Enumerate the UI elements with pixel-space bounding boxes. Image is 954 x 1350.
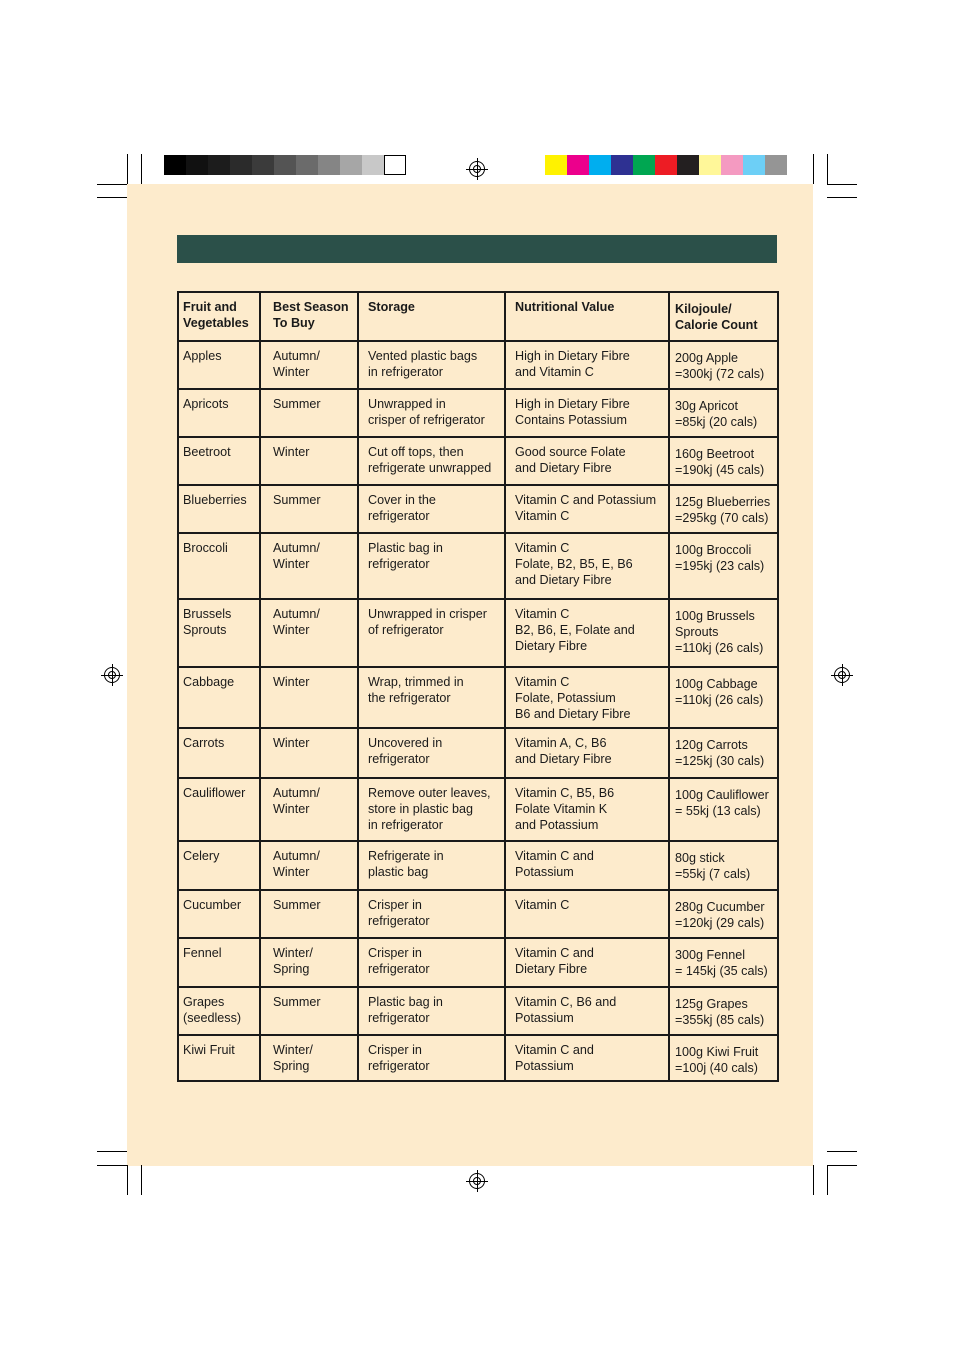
color-swatch	[545, 155, 567, 175]
cell-storage: Crisper in refrigerator	[358, 890, 505, 938]
table-header-row	[178, 292, 778, 341]
color-swatch	[567, 155, 589, 175]
column-header-season: Best Season To Buy	[260, 292, 358, 341]
cell-season: Summer	[260, 389, 358, 437]
grayscale-swatch	[340, 155, 362, 175]
table-row	[178, 728, 778, 778]
table-row	[178, 1035, 778, 1081]
cell-storage: Crisper in refrigerator	[358, 1035, 505, 1081]
color-swatch	[721, 155, 743, 175]
produce-table	[177, 291, 779, 1082]
cell-kilojoules: 100g Broccoli =195kj (23 cals)	[669, 533, 778, 599]
cell-storage: Vented plastic bags in refrigerator	[358, 341, 505, 389]
grayscale-swatch	[164, 155, 186, 175]
registration-mark-icon	[834, 667, 850, 683]
cell-storage: Cut off tops, then refrigerate unwrapped	[358, 437, 505, 485]
cell-kilojoules: 30g Apricot =85kj (20 cals)	[669, 389, 778, 437]
cell-nutrition: Vitamin A, C, B6 and Dietary Fibre	[505, 728, 669, 778]
table-row	[178, 667, 778, 728]
cell-kilojoules: 300g Fennel = 145kj (35 cals)	[669, 938, 778, 987]
cell-produce: Fennel	[178, 938, 260, 987]
cell-season: Autumn/ Winter	[260, 341, 358, 389]
cell-season: Autumn/ Winter	[260, 533, 358, 599]
section-header-bar	[177, 235, 777, 263]
grayscale-swatch	[318, 155, 340, 175]
cell-nutrition: Vitamin C, B5, B6 Folate Vitamin K and Potassium	[505, 778, 669, 841]
cell-nutrition: Vitamin C Folate, Potassium B6 and Dietary Fibre	[505, 667, 669, 728]
grayscale-swatch	[186, 155, 208, 175]
cell-nutrition: Vitamin C and Dietary Fibre	[505, 938, 669, 987]
cell-kilojoules: 125g Blueberries =295kg (70 cals)	[669, 485, 778, 533]
cell-storage: Wrap, trimmed in the refrigerator	[358, 667, 505, 728]
grayscale-swatch	[296, 155, 318, 175]
table-row	[178, 890, 778, 938]
cell-season: Winter	[260, 728, 358, 778]
cell-produce: Beetroot	[178, 437, 260, 485]
grayscale-swatch	[274, 155, 296, 175]
registration-mark-icon	[469, 161, 485, 177]
table-row	[178, 341, 778, 389]
grayscale-swatch	[230, 155, 252, 175]
cell-storage: Refrigerate in plastic bag	[358, 841, 505, 890]
cell-season: Winter	[260, 437, 358, 485]
registration-mark-icon	[469, 1173, 485, 1189]
column-header-storage: Storage	[358, 292, 505, 341]
cell-produce: Brussels Sprouts	[178, 599, 260, 667]
table-row	[178, 938, 778, 987]
cell-storage: Plastic bag in refrigerator	[358, 533, 505, 599]
cell-produce: Blueberries	[178, 485, 260, 533]
grayscale-swatch	[384, 155, 406, 175]
cell-produce: Cauliflower	[178, 778, 260, 841]
cell-storage: Unwrapped in crisper of refrigerator	[358, 389, 505, 437]
cell-season: Autumn/ Winter	[260, 841, 358, 890]
color-swatch	[633, 155, 655, 175]
cell-produce: Celery	[178, 841, 260, 890]
registration-mark-icon	[104, 667, 120, 683]
table-row	[178, 437, 778, 485]
cell-season: Winter/ Spring	[260, 938, 358, 987]
color-calibration-bar	[545, 155, 787, 175]
color-swatch	[677, 155, 699, 175]
cell-nutrition: Vitamin C and Potassium Vitamin C	[505, 485, 669, 533]
cell-kilojoules: 80g stick =55kj (7 cals)	[669, 841, 778, 890]
cell-nutrition: High in Dietary Fibre and Vitamin C	[505, 341, 669, 389]
cell-storage: Crisper in refrigerator	[358, 938, 505, 987]
cell-season: Summer	[260, 890, 358, 938]
cell-season: Summer	[260, 485, 358, 533]
cell-storage: Cover in the refrigerator	[358, 485, 505, 533]
cell-kilojoules: 100g Cabbage =110kj (26 cals)	[669, 667, 778, 728]
cell-kilojoules: 120g Carrots =125kj (30 cals)	[669, 728, 778, 778]
table-row	[178, 778, 778, 841]
cell-nutrition: Good source Folate and Dietary Fibre	[505, 437, 669, 485]
cell-kilojoules: 160g Beetroot =190kj (45 cals)	[669, 437, 778, 485]
cell-nutrition: Vitamin C and Potassium	[505, 1035, 669, 1081]
cell-produce: Apricots	[178, 389, 260, 437]
cell-season: Autumn/ Winter	[260, 599, 358, 667]
cell-storage: Uncovered in refrigerator	[358, 728, 505, 778]
cell-kilojoules: 125g Grapes =355kj (85 cals)	[669, 987, 778, 1035]
cell-season: Winter/ Spring	[260, 1035, 358, 1081]
cell-nutrition: High in Dietary Fibre Contains Potassium	[505, 389, 669, 437]
cell-produce: Cucumber	[178, 890, 260, 938]
table-row	[178, 389, 778, 437]
cell-kilojoules: 100g Brussels Sprouts =110kj (26 cals)	[669, 599, 778, 667]
cell-kilojoules: 280g Cucumber =120kj (29 cals)	[669, 890, 778, 938]
cell-nutrition: Vitamin C B2, B6, E, Folate and Dietary Fibre	[505, 599, 669, 667]
table-row	[178, 987, 778, 1035]
column-header-nutrition: Nutritional Value	[505, 292, 669, 341]
table-row	[178, 599, 778, 667]
grayscale-swatch	[208, 155, 230, 175]
color-swatch	[699, 155, 721, 175]
cell-kilojoules: 100g Cauliflower = 55kj (13 cals)	[669, 778, 778, 841]
cell-produce: Apples	[178, 341, 260, 389]
color-swatch	[655, 155, 677, 175]
column-header-produce: Fruit and Vegetables	[178, 292, 260, 341]
cell-season: Summer	[260, 987, 358, 1035]
cell-storage: Unwrapped in crisper of refrigerator	[358, 599, 505, 667]
cell-produce: Kiwi Fruit	[178, 1035, 260, 1081]
cell-nutrition: Vitamin C, B6 and Potassium	[505, 987, 669, 1035]
cell-season: Winter	[260, 667, 358, 728]
cell-nutrition: Vitamin C and Potassium	[505, 841, 669, 890]
grayscale-calibration-bar	[164, 155, 406, 175]
table-row	[178, 841, 778, 890]
cell-storage: Remove outer leaves, store in plastic bag in refrigerator	[358, 778, 505, 841]
table-row	[178, 533, 778, 599]
cell-kilojoules: 100g Kiwi Fruit =100j (40 cals)	[669, 1035, 778, 1081]
color-swatch	[765, 155, 787, 175]
cell-storage: Plastic bag in refrigerator	[358, 987, 505, 1035]
cell-kilojoules: 200g Apple =300kj (72 cals)	[669, 341, 778, 389]
cell-produce: Broccoli	[178, 533, 260, 599]
column-header-kilojoules: Kilojoule/ Calorie Count	[669, 292, 778, 341]
cell-produce: Carrots	[178, 728, 260, 778]
cell-produce: Grapes (seedless)	[178, 987, 260, 1035]
cell-produce: Cabbage	[178, 667, 260, 728]
grayscale-swatch	[362, 155, 384, 175]
color-swatch	[611, 155, 633, 175]
color-swatch	[743, 155, 765, 175]
cell-season: Autumn/ Winter	[260, 778, 358, 841]
color-swatch	[589, 155, 611, 175]
cell-nutrition: Vitamin C	[505, 890, 669, 938]
table-row	[178, 485, 778, 533]
cell-nutrition: Vitamin C Folate, B2, B5, E, B6 and Dietary Fibre	[505, 533, 669, 599]
grayscale-swatch	[252, 155, 274, 175]
